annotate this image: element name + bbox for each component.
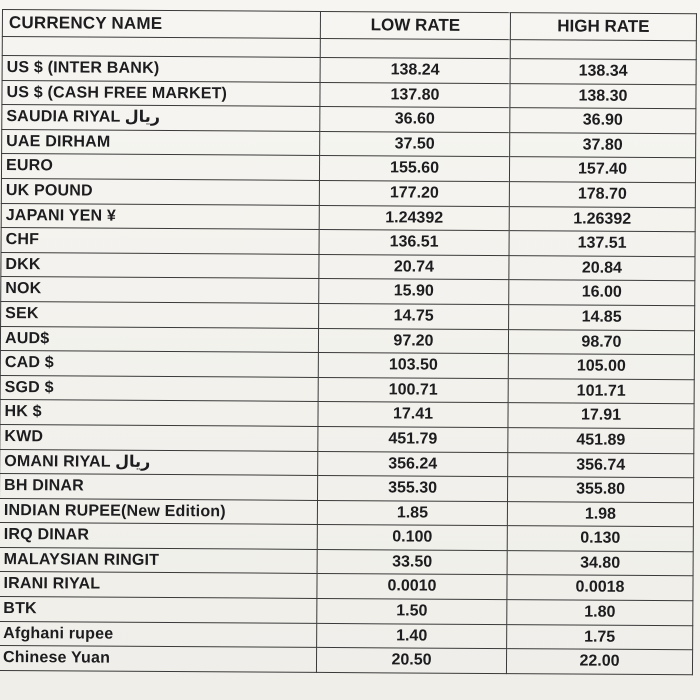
high-rate-cell: 138.30 (510, 83, 696, 109)
high-rate-cell: 105.00 (508, 354, 694, 380)
table-row (2, 56, 696, 85)
low-rate-cell: 14.75 (319, 303, 509, 329)
currency-name-cell: EURO (1, 154, 319, 181)
low-rate-cell: 20.50 (316, 648, 506, 674)
low-rate-cell: 20.74 (319, 254, 509, 280)
currency-name-cell: CAD $ (0, 351, 318, 378)
blank-cell (2, 37, 320, 58)
high-rate-cell: 98.70 (508, 329, 694, 355)
currency-name-cell: SAUDIA RIYAL ریال (2, 105, 320, 132)
currency-rate-table (0, 9, 697, 675)
high-rate-cell: 20.84 (509, 255, 695, 281)
low-rate-cell: 97.20 (318, 328, 508, 354)
high-rate-cell: 37.80 (510, 132, 696, 158)
high-rate-cell: 138.34 (510, 59, 696, 85)
high-rate-cell: 178.70 (509, 182, 695, 208)
currency-name-cell: SEK (1, 301, 319, 328)
table-row (1, 203, 695, 232)
currency-name-cell: MALAYSIAN RINGIT (0, 547, 317, 574)
high-rate-cell: 1.75 (507, 624, 693, 650)
currency-name-cell: IRANI RIYAL (0, 572, 317, 599)
low-rate-cell: 15.90 (319, 279, 509, 305)
high-rate-cell: 36.90 (510, 108, 696, 134)
table-row (0, 621, 693, 650)
low-rate-cell: 1.85 (317, 500, 507, 526)
low-rate-cell: 33.50 (317, 549, 507, 575)
high-rate-cell: 34.80 (507, 550, 693, 576)
low-rate-cell: 1.50 (317, 598, 507, 624)
currency-name-cell: BTK (0, 597, 317, 624)
low-rate-cell: 356.24 (318, 451, 508, 477)
high-rate-cell: 1.26392 (509, 206, 695, 232)
currency-name-cell: US $ (INTER BANK) (2, 56, 320, 83)
rate-rows (0, 56, 696, 675)
table-row (2, 105, 696, 134)
high-rate-cell: 137.51 (509, 231, 695, 257)
low-rate-cell: 355.30 (318, 476, 508, 502)
currency-name-cell: KWD (0, 424, 318, 451)
table-row (0, 547, 693, 576)
currency-name-cell: US $ (CASH FREE MARKET) (2, 80, 320, 107)
low-rate-cell: 37.50 (320, 131, 510, 157)
low-rate-cell: 103.50 (318, 353, 508, 379)
table-row (2, 129, 696, 158)
low-rate-cell: 36.60 (320, 107, 510, 133)
currency-name-cell: UAE DIRHAM (2, 129, 320, 156)
currency-name-cell: NOK (1, 277, 319, 304)
high-rate-cell: 355.80 (508, 477, 694, 503)
table-header-row (2, 10, 696, 41)
low-rate-cell: 1.40 (317, 623, 507, 649)
low-rate-cell: 451.79 (318, 426, 508, 452)
low-rate-cell: 136.51 (319, 230, 509, 256)
high-rate-cell: 451.89 (508, 428, 694, 454)
low-rate-cell: 0.100 (317, 525, 507, 551)
low-rate-cell: 155.60 (319, 156, 509, 182)
currency-name-cell: BH DINAR (0, 474, 318, 501)
currency-name-cell: SGD $ (0, 375, 318, 402)
low-rate-cell: 1.24392 (319, 205, 509, 231)
currency-name-cell: Chinese Yuan (0, 646, 317, 673)
low-rate-cell: 138.24 (320, 57, 510, 83)
header-currency-name: CURRENCY NAME (2, 10, 320, 39)
table-row (2, 80, 696, 109)
low-rate-cell: 177.20 (319, 180, 509, 206)
high-rate-cell: 14.85 (509, 305, 695, 331)
currency-name-cell: UK POUND (1, 178, 319, 205)
currency-name-cell: OMANI RIYAL ریال (0, 449, 318, 476)
high-rate-cell: 356.74 (508, 452, 694, 478)
blank-cell (320, 38, 510, 58)
high-rate-cell: 16.00 (509, 280, 695, 306)
high-rate-cell: 157.40 (509, 157, 695, 183)
currency-name-cell: CHF (1, 228, 319, 255)
high-rate-cell: 101.71 (508, 378, 694, 404)
header-high-rate: HIGH RATE (510, 13, 696, 41)
currency-name-cell: AUD$ (0, 326, 318, 353)
low-rate-cell: 100.71 (318, 377, 508, 403)
header-low-rate: LOW RATE (320, 11, 510, 39)
currency-name-cell: JAPANI YEN ¥ (1, 203, 319, 230)
high-rate-cell: 1.80 (507, 600, 693, 626)
high-rate-cell: 1.98 (507, 501, 693, 527)
blank-cell (510, 40, 696, 60)
currency-name-cell: INDIAN RUPEE(New Edition) (0, 498, 318, 525)
table-row (0, 449, 694, 478)
currency-name-cell: HK $ (0, 400, 318, 427)
high-rate-cell: 0.0018 (507, 575, 693, 601)
low-rate-cell: 137.80 (320, 82, 510, 108)
table-row (0, 646, 693, 675)
currency-name-cell: IRQ DINAR (0, 523, 317, 550)
high-rate-cell: 0.130 (507, 526, 693, 552)
low-rate-cell: 17.41 (318, 402, 508, 428)
table-row (0, 498, 693, 527)
currency-name-cell: Afghani rupee (0, 621, 317, 648)
low-rate-cell: 0.0010 (317, 574, 507, 600)
high-rate-cell: 22.00 (506, 649, 692, 675)
currency-name-cell: DKK (1, 252, 319, 279)
high-rate-cell: 17.91 (508, 403, 694, 429)
